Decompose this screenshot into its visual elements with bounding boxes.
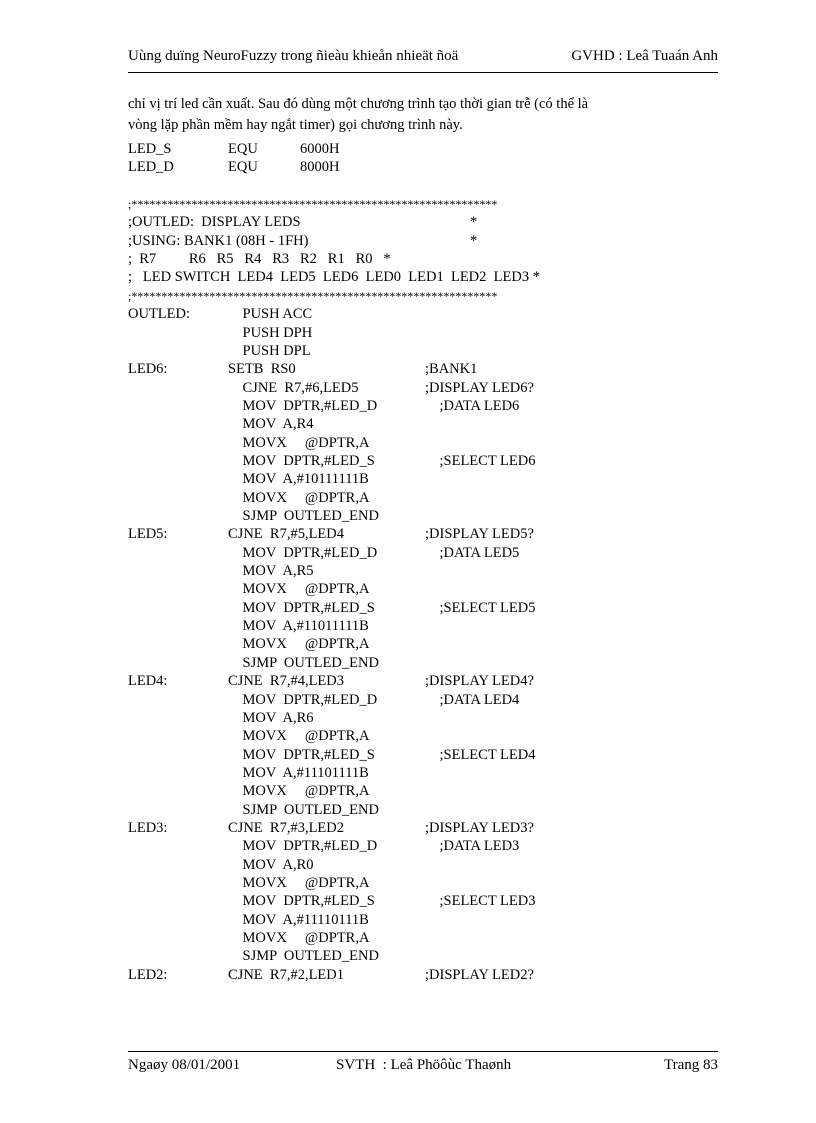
code-instr: SETB RS0 xyxy=(228,361,296,378)
code-instr: MOV A,#11011111B xyxy=(228,618,369,635)
code-line xyxy=(0,287,816,305)
code-line xyxy=(0,544,816,562)
code-line xyxy=(0,764,816,782)
code-instr: MOV DPTR,#LED_D xyxy=(228,397,378,414)
code-instr: SJMP OUTLED_END xyxy=(228,801,379,818)
code-instr: EQU xyxy=(228,159,258,176)
code-line xyxy=(0,195,816,213)
code-line xyxy=(0,434,816,452)
code-instr: MOV A,#11110111B xyxy=(228,911,369,928)
code-instr: SJMP OUTLED_END xyxy=(228,948,379,965)
code-line xyxy=(0,746,816,764)
code-line xyxy=(0,727,816,745)
intro-line-1: chỉ vị trí led cần xuất. Sau đó dùng một chương trình tạo thời gian trễ (có thể là xyxy=(128,96,589,112)
code-line xyxy=(0,801,816,819)
header-advisor: GVHD : Leâ Tuaán Anh xyxy=(571,48,718,64)
code-line xyxy=(0,140,816,158)
code-line xyxy=(0,654,816,672)
code-label: ;************************************************************* xyxy=(128,197,498,212)
code-line xyxy=(0,782,816,800)
code-line xyxy=(0,250,816,268)
code-line xyxy=(0,635,816,653)
code-instr: MOV DPTR,#LED_S xyxy=(228,452,375,469)
code-line xyxy=(0,672,816,690)
code-line xyxy=(0,929,816,947)
page-footer xyxy=(128,1057,718,1079)
code-line xyxy=(0,452,816,470)
footer-rule xyxy=(128,1051,718,1052)
code-label: LED5: xyxy=(128,526,168,543)
code-label: ;************************************************************* xyxy=(128,288,498,303)
code-comment: ;DISPLAY LED3? xyxy=(425,819,534,836)
code-comment: ;SELECT LED3 xyxy=(425,893,536,910)
code-line xyxy=(0,580,816,598)
code-line xyxy=(0,947,816,965)
code-instr: MOVX @DPTR,A xyxy=(228,581,370,598)
code-line xyxy=(0,177,816,195)
code-instr: EQU xyxy=(228,141,258,157)
code-instr: PUSH DPH xyxy=(228,324,313,341)
code-instr: MOV DPTR,#LED_S xyxy=(228,599,375,616)
code-line xyxy=(0,599,816,617)
code-comment: ;DATA LED3 xyxy=(425,838,520,855)
code-instr: MOV A,R6 xyxy=(228,709,314,726)
code-arg: 8000H xyxy=(300,159,340,176)
code-instr: SJMP OUTLED_END xyxy=(228,654,379,671)
code-instr: MOV DPTR,#LED_S xyxy=(228,746,375,763)
intro-line-2: vòng lặp phần mềm hay ngắt timer) gọi chương trình này. xyxy=(128,117,463,133)
code-instr: CJNE R7,#2,LED1 xyxy=(228,966,344,983)
code-line xyxy=(0,507,816,525)
code-instr: MOV A,R4 xyxy=(228,416,314,433)
code-comment: ;BANK1 xyxy=(425,361,478,378)
code-comment: ;DATA LED5 xyxy=(425,544,520,561)
code-line xyxy=(0,911,816,929)
code-comment: ;DISPLAY LED5? xyxy=(425,526,534,543)
code-label: LED_D xyxy=(128,159,174,176)
code-instr: PUSH DPL xyxy=(228,342,311,359)
code-line xyxy=(0,617,816,635)
code-comment: ;DISPLAY LED6? xyxy=(425,379,534,396)
code-instr: MOV A,R5 xyxy=(228,563,314,580)
code-line xyxy=(0,324,816,342)
code-line xyxy=(0,856,816,874)
code-line xyxy=(0,837,816,855)
code-label: LED2: xyxy=(128,966,168,983)
code-line xyxy=(0,874,816,892)
code-comment: ;DISPLAY LED4? xyxy=(425,673,534,690)
code-label: LED4: xyxy=(128,673,168,690)
code-line xyxy=(0,562,816,580)
code-line xyxy=(0,819,816,837)
code-instr: MOVX @DPTR,A xyxy=(228,875,370,891)
code-line xyxy=(0,379,816,397)
footer-date: Ngaøy 08/01/2001 xyxy=(128,1057,241,1073)
code-label: ;USING: BANK1 (08H - 1FH) xyxy=(128,232,309,249)
header-title: Uùng duïng NeuroFuzzy trong ñieàu khieån nhieät ñoä xyxy=(128,48,459,64)
code-instr: MOV DPTR,#LED_S xyxy=(228,893,375,910)
code-line xyxy=(0,305,816,323)
code-comment: ;SELECT LED6 xyxy=(425,452,536,469)
code-line xyxy=(0,342,816,360)
code-instr: MOV DPTR,#LED_D xyxy=(228,838,378,855)
code-line xyxy=(0,158,816,176)
code-instr: MOVX @DPTR,A xyxy=(228,783,370,800)
code-instr: CJNE R7,#3,LED2 xyxy=(228,819,344,836)
code-line xyxy=(0,268,816,286)
code-line xyxy=(0,232,816,250)
code-line xyxy=(0,966,816,984)
code-instr: MOVX @DPTR,A xyxy=(228,636,370,653)
code-comment: ;DATA LED4 xyxy=(425,691,520,708)
footer-page-number: Trang 83 xyxy=(663,1057,718,1073)
code-instr: MOV A,#11101111B xyxy=(228,764,369,781)
code-comment: ;SELECT LED4 xyxy=(425,746,536,763)
code-line xyxy=(0,360,816,378)
code-line xyxy=(0,709,816,727)
code-label: ; LED SWITCH LED4 LED5 LED6 LED0 LED1 LED2 LED3 * xyxy=(128,269,540,286)
code-instr: MOV A,R0 xyxy=(228,856,314,873)
code-arg: 6000H xyxy=(300,141,340,157)
page-header xyxy=(128,48,718,70)
code-instr: MOV DPTR,#LED_D xyxy=(228,691,378,708)
code-label: LED_S xyxy=(128,141,172,157)
code-label: LED3: xyxy=(128,819,168,836)
code-comment: * xyxy=(470,232,478,249)
code-line xyxy=(0,213,816,231)
code-line xyxy=(0,691,816,709)
code-instr: SJMP OUTLED_END xyxy=(228,508,379,524)
code-label: ; R7 R6 R5 R4 R3 R2 R1 R0 * xyxy=(128,251,391,268)
code-instr: CJNE R7,#6,LED5 xyxy=(228,379,359,396)
code-instr: CJNE R7,#5,LED4 xyxy=(228,526,344,543)
code-instr: MOVX @DPTR,A xyxy=(228,930,370,947)
code-label: OUTLED: xyxy=(128,306,191,323)
code-instr: MOVX @DPTR,A xyxy=(228,728,370,745)
code-line xyxy=(0,415,816,433)
code-instr: MOVX @DPTR,A xyxy=(228,434,370,451)
code-line xyxy=(0,397,816,415)
code-label: LED6: xyxy=(128,361,168,378)
code-instr: PUSH ACC xyxy=(228,306,313,323)
code-line xyxy=(0,892,816,910)
code-instr: MOVX @DPTR,A xyxy=(228,489,370,506)
code-comment: ;DISPLAY LED2? xyxy=(425,966,534,983)
code-line xyxy=(0,525,816,543)
code-instr: MOV DPTR,#LED_D xyxy=(228,544,378,561)
code-instr: MOV A,#10111111B xyxy=(228,471,369,488)
code-line xyxy=(0,470,816,488)
header-rule xyxy=(128,72,718,73)
code-comment: * xyxy=(470,214,478,231)
code-instr: CJNE R7,#4,LED3 xyxy=(228,673,344,690)
code-comment: ;SELECT LED5 xyxy=(425,599,536,616)
code-line xyxy=(0,489,816,507)
code-comment: ;DATA LED6 xyxy=(425,397,520,414)
footer-author: SVTH : Leâ Phöôùc Thaønh xyxy=(336,1057,512,1073)
code-label: ;OUTLED: DISPLAY LEDS xyxy=(128,214,301,231)
